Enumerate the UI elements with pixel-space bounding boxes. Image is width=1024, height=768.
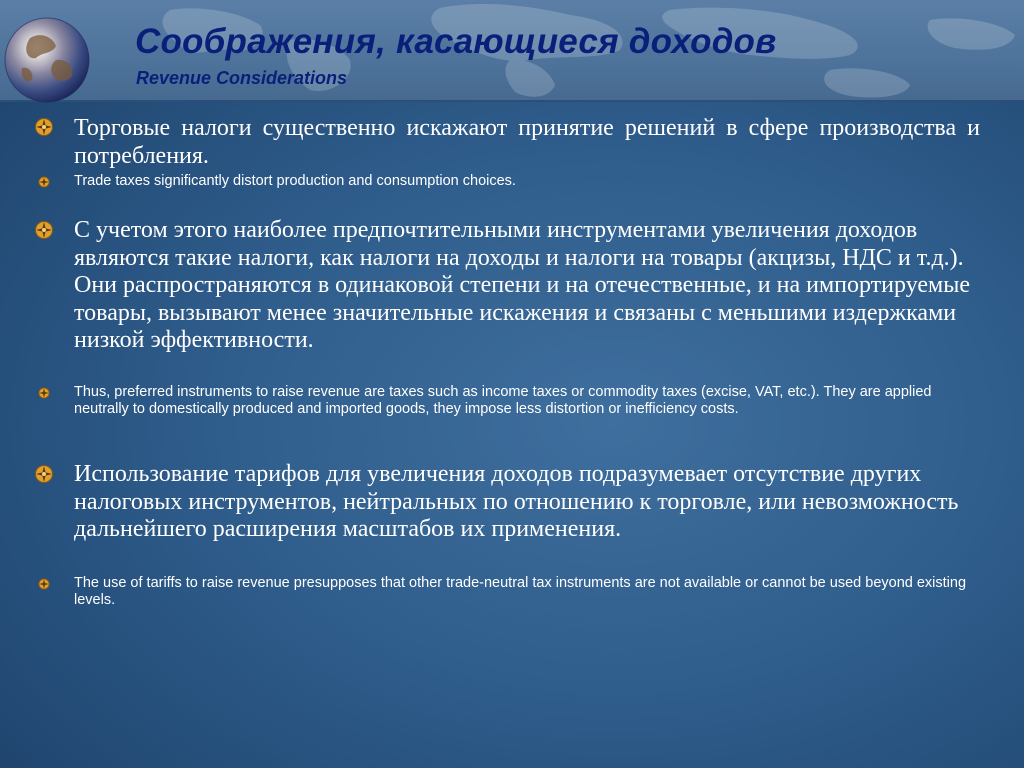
compass-bullet-icon — [38, 176, 50, 188]
title-divider — [0, 100, 1024, 102]
bullet-text-ru: С учетом этого наиболее предпочтительными инструментами увеличения доходов являются такие налоги, как налоги на доходы и налоги на товары (акцизы, НДС и т.д.). Они распространяются в одинаковой степени и на отечественные, и на импортируемые товары, вызывают менее значительные искажения и связаны с меньшими издержками низкой эффективности. — [74, 217, 970, 353]
bullet-text-en: Thus, preferred instruments to raise revenue are taxes such as income taxes or commodity taxes (excise, VAT, etc.). They are applied neutrally to domestically produced and imported goods, they impose less distortion or inefficiency costs. — [74, 384, 932, 417]
page-title: Соображения, касающиеся доходов — [135, 22, 777, 61]
compass-bullet-icon — [34, 220, 54, 240]
bullet-text-en: The use of tariffs to raise revenue presupposes that other trade-neutral tax instruments are not available or cannot be used beyond existing levels. — [74, 575, 967, 608]
bullet-text-ru: Использование тарифов для увеличения доходов подразумевает отсутствие других налоговых инструментов, нейтральных по отношению к торговле, или невозможность дальнейшего расширения масштабов их применения. — [74, 461, 959, 542]
compass-bullet-icon — [34, 117, 54, 137]
bullet-text-en: Trade taxes significantly distort production and consumption choices. — [74, 173, 516, 189]
compass-bullet-icon — [34, 464, 54, 484]
compass-bullet-icon — [38, 578, 50, 590]
globe-icon — [0, 8, 100, 104]
compass-bullet-icon — [38, 387, 50, 399]
bullet-text-ru: Торговые налоги существенно искажают принятие решений в сфере производства и потребления. — [74, 115, 980, 169]
page-subtitle: Revenue Considerations — [136, 68, 348, 88]
